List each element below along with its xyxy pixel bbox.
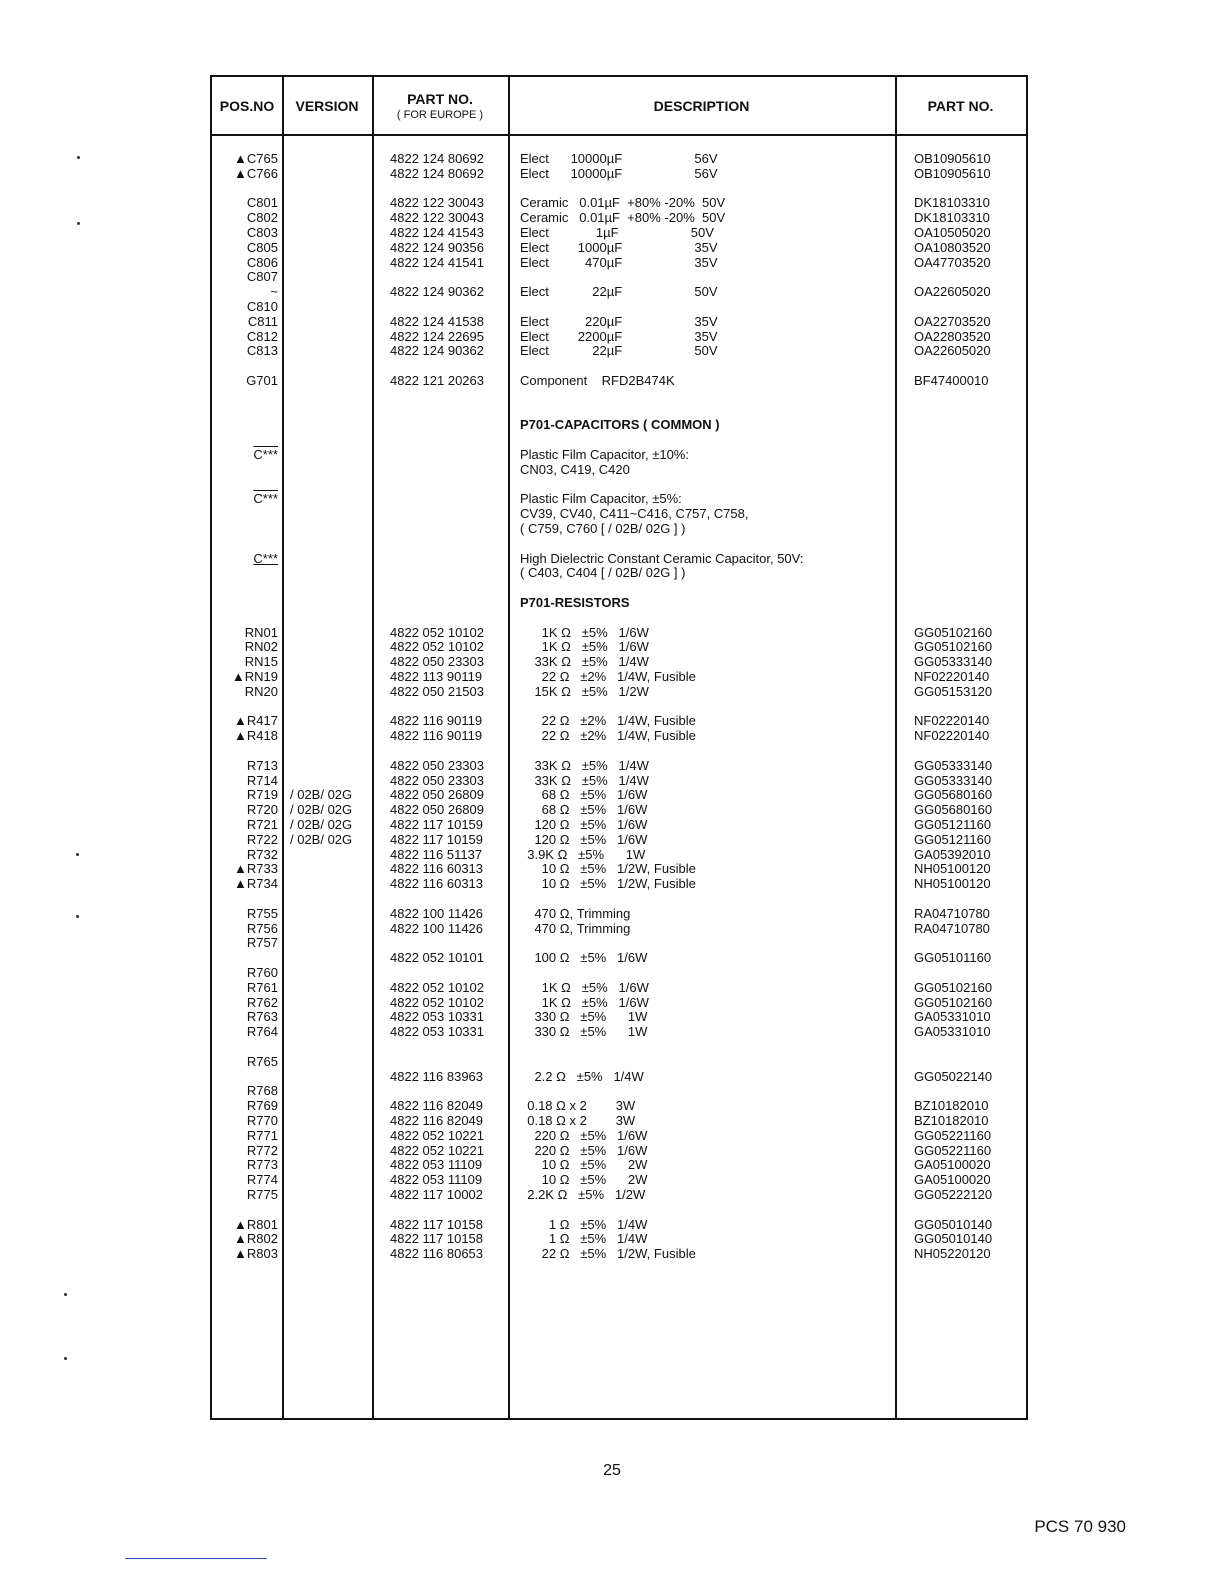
scan-speck: [77, 156, 80, 159]
description-cell: High Dielectric Constant Ceramic Capacitor, 50V:: [520, 550, 804, 566]
table-row: [212, 462, 1026, 477]
description-cell: P701-CAPACITORS ( COMMON ): [520, 417, 720, 433]
part-eu-cell: 4822 124 80692: [390, 165, 484, 181]
pos-cell: R721: [246, 817, 278, 832]
part-no-cell: OA10505020: [914, 225, 991, 240]
part-eu-cell: 4822 050 26809: [390, 802, 484, 818]
header-pos-label: POS.NO: [219, 97, 275, 114]
part-eu-cell: 4822 124 41541: [390, 254, 484, 270]
table-row: [212, 758, 1026, 773]
table-row: [212, 373, 1026, 388]
version-cell: / 02B/ 02G: [290, 831, 353, 847]
part-no-cell: GG05010140: [914, 1216, 993, 1232]
part-no-cell: GA05100020: [914, 1172, 991, 1188]
table-row: [212, 166, 1026, 181]
part-eu-cell: 4822 100 11426: [390, 905, 484, 921]
section-heading-row: [212, 595, 1026, 610]
pos-cell: ▲R801: [234, 1216, 278, 1232]
part-no-cell: GG05102160: [914, 624, 993, 640]
description-cell: 33K Ω ±5% 1/4W: [520, 772, 649, 788]
part-no-cell: OA10803520: [914, 239, 991, 255]
scan-speck: [64, 1357, 67, 1360]
part-no-cell: GA05331010: [914, 1009, 991, 1025]
version-cell: / 02B/ 02G: [290, 787, 353, 803]
pos-cell: C811: [247, 313, 278, 329]
table-row: [212, 255, 1026, 270]
part-no-cell: GG05010140: [914, 1231, 993, 1247]
description-cell: 22 Ω ±2% 1/4W, Fusible: [520, 713, 696, 729]
description-cell: CV39, CV40, C411~C416, C757, C758,: [520, 506, 749, 522]
part-eu-cell: 4822 116 51137: [390, 846, 483, 862]
part-no-cell: GG05102160: [914, 994, 993, 1010]
table-row: [212, 151, 1026, 166]
header-part-no-label: PART NO.: [927, 97, 994, 114]
part-eu-cell: 4822 052 10102: [390, 979, 484, 995]
pos-cell: C807: [246, 269, 278, 285]
part-no-cell: BF47400010: [914, 373, 989, 388]
description-cell: 120 Ω ±5% 1/6W: [520, 817, 648, 832]
description-cell: Elect 22µF 50V: [520, 343, 718, 359]
description-cell: 15K Ω ±5% 1/2W: [520, 683, 649, 699]
part-no-cell: RA04710780: [914, 905, 990, 921]
part-no-cell: GG05222120: [914, 1187, 993, 1202]
part-eu-cell: 4822 050 26809: [390, 787, 484, 803]
header-version: [282, 77, 372, 134]
header-description: [508, 77, 895, 134]
table-row: [212, 551, 1026, 566]
table-row: [212, 1069, 1026, 1084]
pos-cell: R770: [246, 1113, 278, 1128]
description-cell: 120 Ω ±5% 1/6W: [520, 831, 648, 847]
description-cell: 68 Ω ±5% 1/6W: [520, 802, 648, 818]
table-row: [212, 906, 1026, 921]
part-eu-cell: 4822 052 10102: [390, 994, 484, 1010]
table-row: [212, 625, 1026, 640]
part-no-cell: BZ10182010: [914, 1098, 989, 1114]
table-row: [212, 669, 1026, 684]
pos-cell: C810: [246, 299, 278, 314]
part-no-cell: GG05680160: [914, 802, 993, 818]
part-eu-cell: 4822 124 90362: [390, 343, 484, 359]
part-eu-cell: 4822 052 10102: [390, 624, 484, 640]
pos-cell: ▲C765: [234, 151, 278, 166]
part-eu-cell: 4822 116 80653: [390, 1246, 484, 1262]
part-no-cell: NF02220140: [914, 669, 990, 684]
part-eu-cell: 4822 116 82049: [390, 1098, 484, 1114]
header-version-label: VERSION: [295, 97, 359, 114]
part-no-cell: GG05221160: [914, 1142, 992, 1158]
description-cell: 100 Ω ±5% 1/6W: [520, 950, 648, 966]
description-cell: Component RFD2B474K: [520, 373, 675, 388]
part-eu-cell: 4822 050 21503: [390, 683, 484, 699]
table-row: [212, 1128, 1026, 1143]
pos-cell: ▲RN19: [231, 669, 278, 684]
description-cell: 68 Ω ±5% 1/6W: [520, 787, 648, 803]
part-no-cell: GA05392010: [914, 846, 991, 862]
part-no-cell: GG05680160: [914, 787, 993, 803]
table-row: [212, 1098, 1026, 1113]
document-code: PCS 70 930: [1034, 1517, 1126, 1536]
part-no-cell: GG05121160: [914, 831, 992, 847]
header-part-eu-label: PART NO.: [407, 90, 473, 107]
part-no-cell: OB10905610: [914, 151, 991, 166]
part-eu-cell: 4822 116 83963: [390, 1068, 484, 1084]
part-no-cell: GG05333140: [914, 772, 993, 788]
part-no-cell: GG05022140: [914, 1068, 993, 1084]
description-cell: 470 Ω, Trimming: [520, 905, 631, 921]
part-no-cell: GG05333140: [914, 757, 993, 773]
part-eu-cell: 4822 117 10158: [390, 1231, 484, 1247]
part-no-cell: OA47703520: [914, 254, 991, 270]
description-cell: 0.18 Ω x 2 3W: [520, 1113, 636, 1128]
pos-cell: ▲R418: [234, 728, 278, 744]
table-row: [212, 728, 1026, 743]
part-eu-cell: 4822 116 60313: [390, 876, 484, 892]
pos-cell: R774: [246, 1172, 278, 1188]
part-eu-cell: 4822 113 90119: [390, 669, 483, 684]
part-eu-cell: 4822 121 20263: [390, 373, 484, 388]
part-eu-cell: 4822 116 90119: [390, 713, 483, 729]
part-eu-cell: 4822 052 10221: [390, 1142, 484, 1158]
table-row: [212, 773, 1026, 788]
pos-cell: C802: [246, 210, 278, 226]
pos-cell: ▲R734: [234, 876, 278, 892]
part-no-cell: OA22605020: [914, 343, 991, 359]
part-no-cell: BZ10182010: [914, 1113, 989, 1128]
part-eu-cell: 4822 052 10101: [390, 950, 484, 966]
table-row: [212, 832, 1026, 847]
part-eu-cell: 4822 124 90362: [390, 284, 484, 300]
pos-cell: ▲R802: [234, 1231, 278, 1247]
scan-speck: [76, 853, 79, 856]
description-cell: 2.2 Ω ±5% 1/4W: [520, 1068, 644, 1084]
part-no-cell: NH05100120: [914, 861, 991, 877]
description-cell: 10 Ω ±5% 2W: [520, 1172, 648, 1188]
table-row: [212, 506, 1026, 521]
pos-cell: ▲C766: [234, 165, 278, 181]
version-cell: / 02B/ 02G: [290, 802, 353, 818]
part-eu-cell: 4822 124 22695: [390, 328, 484, 344]
description-cell: Elect 470µF 35V: [520, 254, 718, 270]
table-row: [212, 1024, 1026, 1039]
pos-cell: C812: [246, 328, 278, 344]
table-row: [212, 950, 1026, 965]
table-row: [212, 269, 1026, 284]
table-row: [212, 787, 1026, 802]
table-row: [212, 240, 1026, 255]
description-cell: 2.2K Ω ±5% 1/2W: [520, 1187, 646, 1202]
part-eu-cell: 4822 053 10331: [390, 1009, 484, 1025]
description-cell: 10 Ω ±5% 1/2W, Fusible: [520, 876, 696, 892]
pos-cell: R775: [246, 1187, 278, 1202]
description-cell: Elect 220µF 35V: [520, 313, 718, 329]
description-cell: 33K Ω ±5% 1/4W: [520, 654, 649, 670]
part-eu-cell: 4822 116 60313: [390, 861, 484, 877]
description-cell: Elect 1µF 50V: [520, 225, 714, 240]
page-number: 25: [603, 1462, 621, 1479]
description-cell: 1K Ω ±5% 1/6W: [520, 639, 649, 655]
pos-cell: ~: [270, 284, 278, 300]
pos-cell: R719: [246, 787, 278, 803]
part-eu-cell: 4822 117 10158: [390, 1216, 484, 1232]
pos-cell: ▲R803: [234, 1246, 278, 1262]
header-pos: [212, 77, 282, 134]
part-no-cell: OA22703520: [914, 313, 991, 329]
part-eu-cell: 4822 117 10159: [390, 817, 484, 832]
pos-cell: C801: [246, 195, 278, 211]
pos-cell: C***: [253, 491, 278, 507]
part-eu-cell: 4822 053 11109: [390, 1157, 483, 1173]
part-eu-cell: 4822 052 10102: [390, 639, 484, 655]
part-no-cell: DK18103310: [914, 210, 990, 226]
description-cell: 220 Ω ±5% 1/6W: [520, 1127, 648, 1143]
pos-cell: R763: [246, 1009, 278, 1025]
part-no-cell: GG05221160: [914, 1127, 992, 1143]
description-cell: Ceramic 0.01µF +80% -20% 50V: [520, 195, 726, 211]
part-eu-cell: 4822 117 10159: [390, 831, 484, 847]
description-cell: ( C403, C404 [ / 02B/ 02G ] ): [520, 565, 686, 581]
description-cell: 10 Ω ±5% 1/2W, Fusible: [520, 861, 696, 877]
part-no-cell: OA22803520: [914, 328, 991, 344]
footer-rule: [125, 1558, 267, 1559]
pos-cell: C806: [246, 254, 278, 270]
table-row: [212, 921, 1026, 936]
table-row: [212, 861, 1026, 876]
description-cell: Elect 22µF 50V: [520, 284, 718, 300]
parts-table: [210, 75, 1028, 1420]
part-eu-cell: 4822 122 30043: [390, 195, 484, 211]
scan-speck: [76, 915, 79, 918]
table-row: [212, 995, 1026, 1010]
description-cell: CN03, C419, C420: [520, 461, 630, 477]
part-eu-cell: 4822 050 23303: [390, 654, 484, 670]
pos-cell: R772: [246, 1142, 278, 1158]
description-cell: 22 Ω ±2% 1/4W, Fusible: [520, 728, 696, 744]
table-row: [212, 1187, 1026, 1202]
pos-cell: C813: [246, 343, 278, 359]
part-no-cell: GA05331010: [914, 1024, 991, 1040]
part-no-cell: GG05102160: [914, 639, 993, 655]
description-cell: 10 Ω ±5% 2W: [520, 1157, 648, 1173]
pos-cell: R765: [246, 1053, 278, 1069]
part-eu-cell: 4822 050 23303: [390, 757, 484, 773]
part-eu-cell: 4822 117 10002: [390, 1187, 484, 1202]
table-row: [212, 876, 1026, 891]
pos-cell: R722: [246, 831, 278, 847]
description-cell: Plastic Film Capacitor, ±10%:: [520, 447, 689, 462]
table-row: [212, 847, 1026, 862]
part-no-cell: GG05121160: [914, 817, 992, 832]
table-row: [212, 210, 1026, 225]
description-cell: 1K Ω ±5% 1/6W: [520, 624, 649, 640]
table-row: [212, 1054, 1026, 1069]
table-row: [212, 1143, 1026, 1158]
header-part-no: [895, 77, 1026, 134]
part-no-cell: NF02220140: [914, 728, 990, 744]
description-cell: ( C759, C760 [ / 02B/ 02G ] ): [520, 521, 686, 536]
part-no-cell: NH05220120: [914, 1246, 991, 1262]
pos-cell: R769: [246, 1098, 278, 1114]
table-row: [212, 1217, 1026, 1232]
part-eu-cell: 4822 053 11109: [390, 1172, 483, 1188]
table-row: [212, 1157, 1026, 1172]
part-no-cell: NH05100120: [914, 876, 991, 892]
table-row: [212, 935, 1026, 950]
scan-speck: [64, 1293, 67, 1296]
table-row: [212, 713, 1026, 728]
description-cell: 1K Ω ±5% 1/6W: [520, 979, 649, 995]
table-row: [212, 1231, 1026, 1246]
table-row: [212, 565, 1026, 580]
table-row: [212, 195, 1026, 210]
table-row: [212, 817, 1026, 832]
description-cell: 1 Ω ±5% 1/4W: [520, 1216, 648, 1232]
pos-cell: C***: [253, 550, 278, 566]
table-row: [212, 521, 1026, 536]
part-eu-cell: 4822 100 11426: [390, 920, 484, 936]
table-row: [212, 314, 1026, 329]
header-description-label: DESCRIPTION: [653, 97, 750, 114]
table-row: [212, 1246, 1026, 1261]
pos-cell: R773: [246, 1157, 278, 1173]
table-row: [212, 284, 1026, 299]
part-eu-cell: 4822 052 10221: [390, 1127, 484, 1143]
description-cell: 220 Ω ±5% 1/6W: [520, 1142, 648, 1158]
description-cell: 330 Ω ±5% 1W: [520, 1009, 648, 1025]
description-cell: Elect 10000µF 56V: [520, 165, 718, 181]
pos-cell: C803: [246, 225, 278, 240]
pos-cell: R762: [246, 994, 278, 1010]
table-row: [212, 1083, 1026, 1098]
pos-cell: R720: [246, 802, 278, 818]
table-row: [212, 329, 1026, 344]
pos-cell: ▲R417: [234, 713, 278, 729]
part-no-cell: GA05100020: [914, 1157, 991, 1173]
pos-cell: R732: [246, 846, 278, 862]
part-no-cell: OB10905610: [914, 165, 991, 181]
description-cell: 1 Ω ±5% 1/4W: [520, 1231, 648, 1247]
part-eu-cell: 4822 116 90119: [390, 728, 483, 744]
pos-cell: R760: [246, 965, 278, 980]
part-eu-cell: 4822 124 80692: [390, 151, 484, 166]
description-cell: 0.18 Ω x 2 3W: [520, 1098, 636, 1114]
pos-cell: R768: [246, 1083, 278, 1099]
table-row: [212, 965, 1026, 980]
pos-cell: RN02: [244, 639, 278, 655]
pos-cell: R755: [246, 905, 278, 921]
table-row: [212, 299, 1026, 314]
table-row: [212, 980, 1026, 995]
header-part-eu-sub: ( FOR EUROPE ): [396, 108, 484, 121]
pos-cell: RN01: [244, 624, 278, 640]
table-row: [212, 639, 1026, 654]
description-cell: Ceramic 0.01µF +80% -20% 50V: [520, 210, 726, 226]
description-cell: Elect 2200µF 35V: [520, 328, 718, 344]
pos-cell: R713: [246, 757, 278, 773]
table-row: [212, 491, 1026, 506]
pos-cell: R764: [246, 1024, 278, 1040]
description-cell: 1K Ω ±5% 1/6W: [520, 994, 649, 1010]
part-eu-cell: 4822 116 82049: [390, 1113, 484, 1128]
description-cell: Plastic Film Capacitor, ±5%:: [520, 491, 682, 507]
pos-cell: R756: [246, 920, 278, 936]
pos-cell: C805: [246, 239, 278, 255]
pos-cell: R761: [246, 979, 278, 995]
part-eu-cell: 4822 053 10331: [390, 1024, 484, 1040]
description-cell: 330 Ω ±5% 1W: [520, 1024, 648, 1040]
description-cell: Elect 1000µF 35V: [520, 239, 718, 255]
header-part-eu: [372, 77, 508, 134]
part-eu-cell: 4822 124 41543: [390, 225, 484, 240]
table-row: [212, 447, 1026, 462]
table-row: [212, 1009, 1026, 1024]
part-no-cell: NF02220140: [914, 713, 990, 729]
table-row: [212, 1113, 1026, 1128]
table-row: [212, 802, 1026, 817]
part-no-cell: GG05102160: [914, 979, 993, 995]
table-row: [212, 343, 1026, 358]
description-cell: 470 Ω, Trimming: [520, 920, 631, 936]
pos-cell: R714: [246, 772, 278, 788]
description-cell: 22 Ω ±2% 1/4W, Fusible: [520, 669, 696, 684]
description-cell: 22 Ω ±5% 1/2W, Fusible: [520, 1246, 696, 1262]
table-row: [212, 684, 1026, 699]
description-cell: P701-RESISTORS: [520, 595, 630, 610]
pos-cell: R757: [246, 935, 278, 951]
pos-cell: R771: [246, 1127, 278, 1143]
part-eu-cell: 4822 124 41538: [390, 313, 484, 329]
table-row: [212, 1172, 1026, 1187]
pos-cell: ▲R733: [234, 861, 278, 877]
header-divider: [212, 134, 1026, 136]
pos-cell: G701: [246, 373, 278, 388]
part-no-cell: OA22605020: [914, 284, 991, 300]
version-cell: / 02B/ 02G: [290, 817, 353, 832]
part-no-cell: RA04710780: [914, 920, 990, 936]
part-no-cell: DK18103310: [914, 195, 990, 211]
section-heading-row: [212, 417, 1026, 432]
description-cell: 3.9K Ω ±5% 1W: [520, 846, 646, 862]
part-eu-cell: 4822 050 23303: [390, 772, 484, 788]
pos-cell: RN15: [244, 654, 278, 670]
pos-cell: C***: [253, 447, 278, 462]
table-row: [212, 225, 1026, 240]
table-row: [212, 654, 1026, 669]
part-eu-cell: 4822 122 30043: [390, 210, 484, 226]
description-cell: Elect 10000µF 56V: [520, 151, 718, 166]
scan-speck: [77, 222, 80, 225]
description-cell: 33K Ω ±5% 1/4W: [520, 757, 649, 773]
part-eu-cell: 4822 124 90356: [390, 239, 484, 255]
pos-cell: RN20: [244, 683, 278, 699]
part-no-cell: GG05333140: [914, 654, 993, 670]
part-no-cell: GG05101160: [914, 950, 992, 966]
part-no-cell: GG05153120: [914, 683, 993, 699]
